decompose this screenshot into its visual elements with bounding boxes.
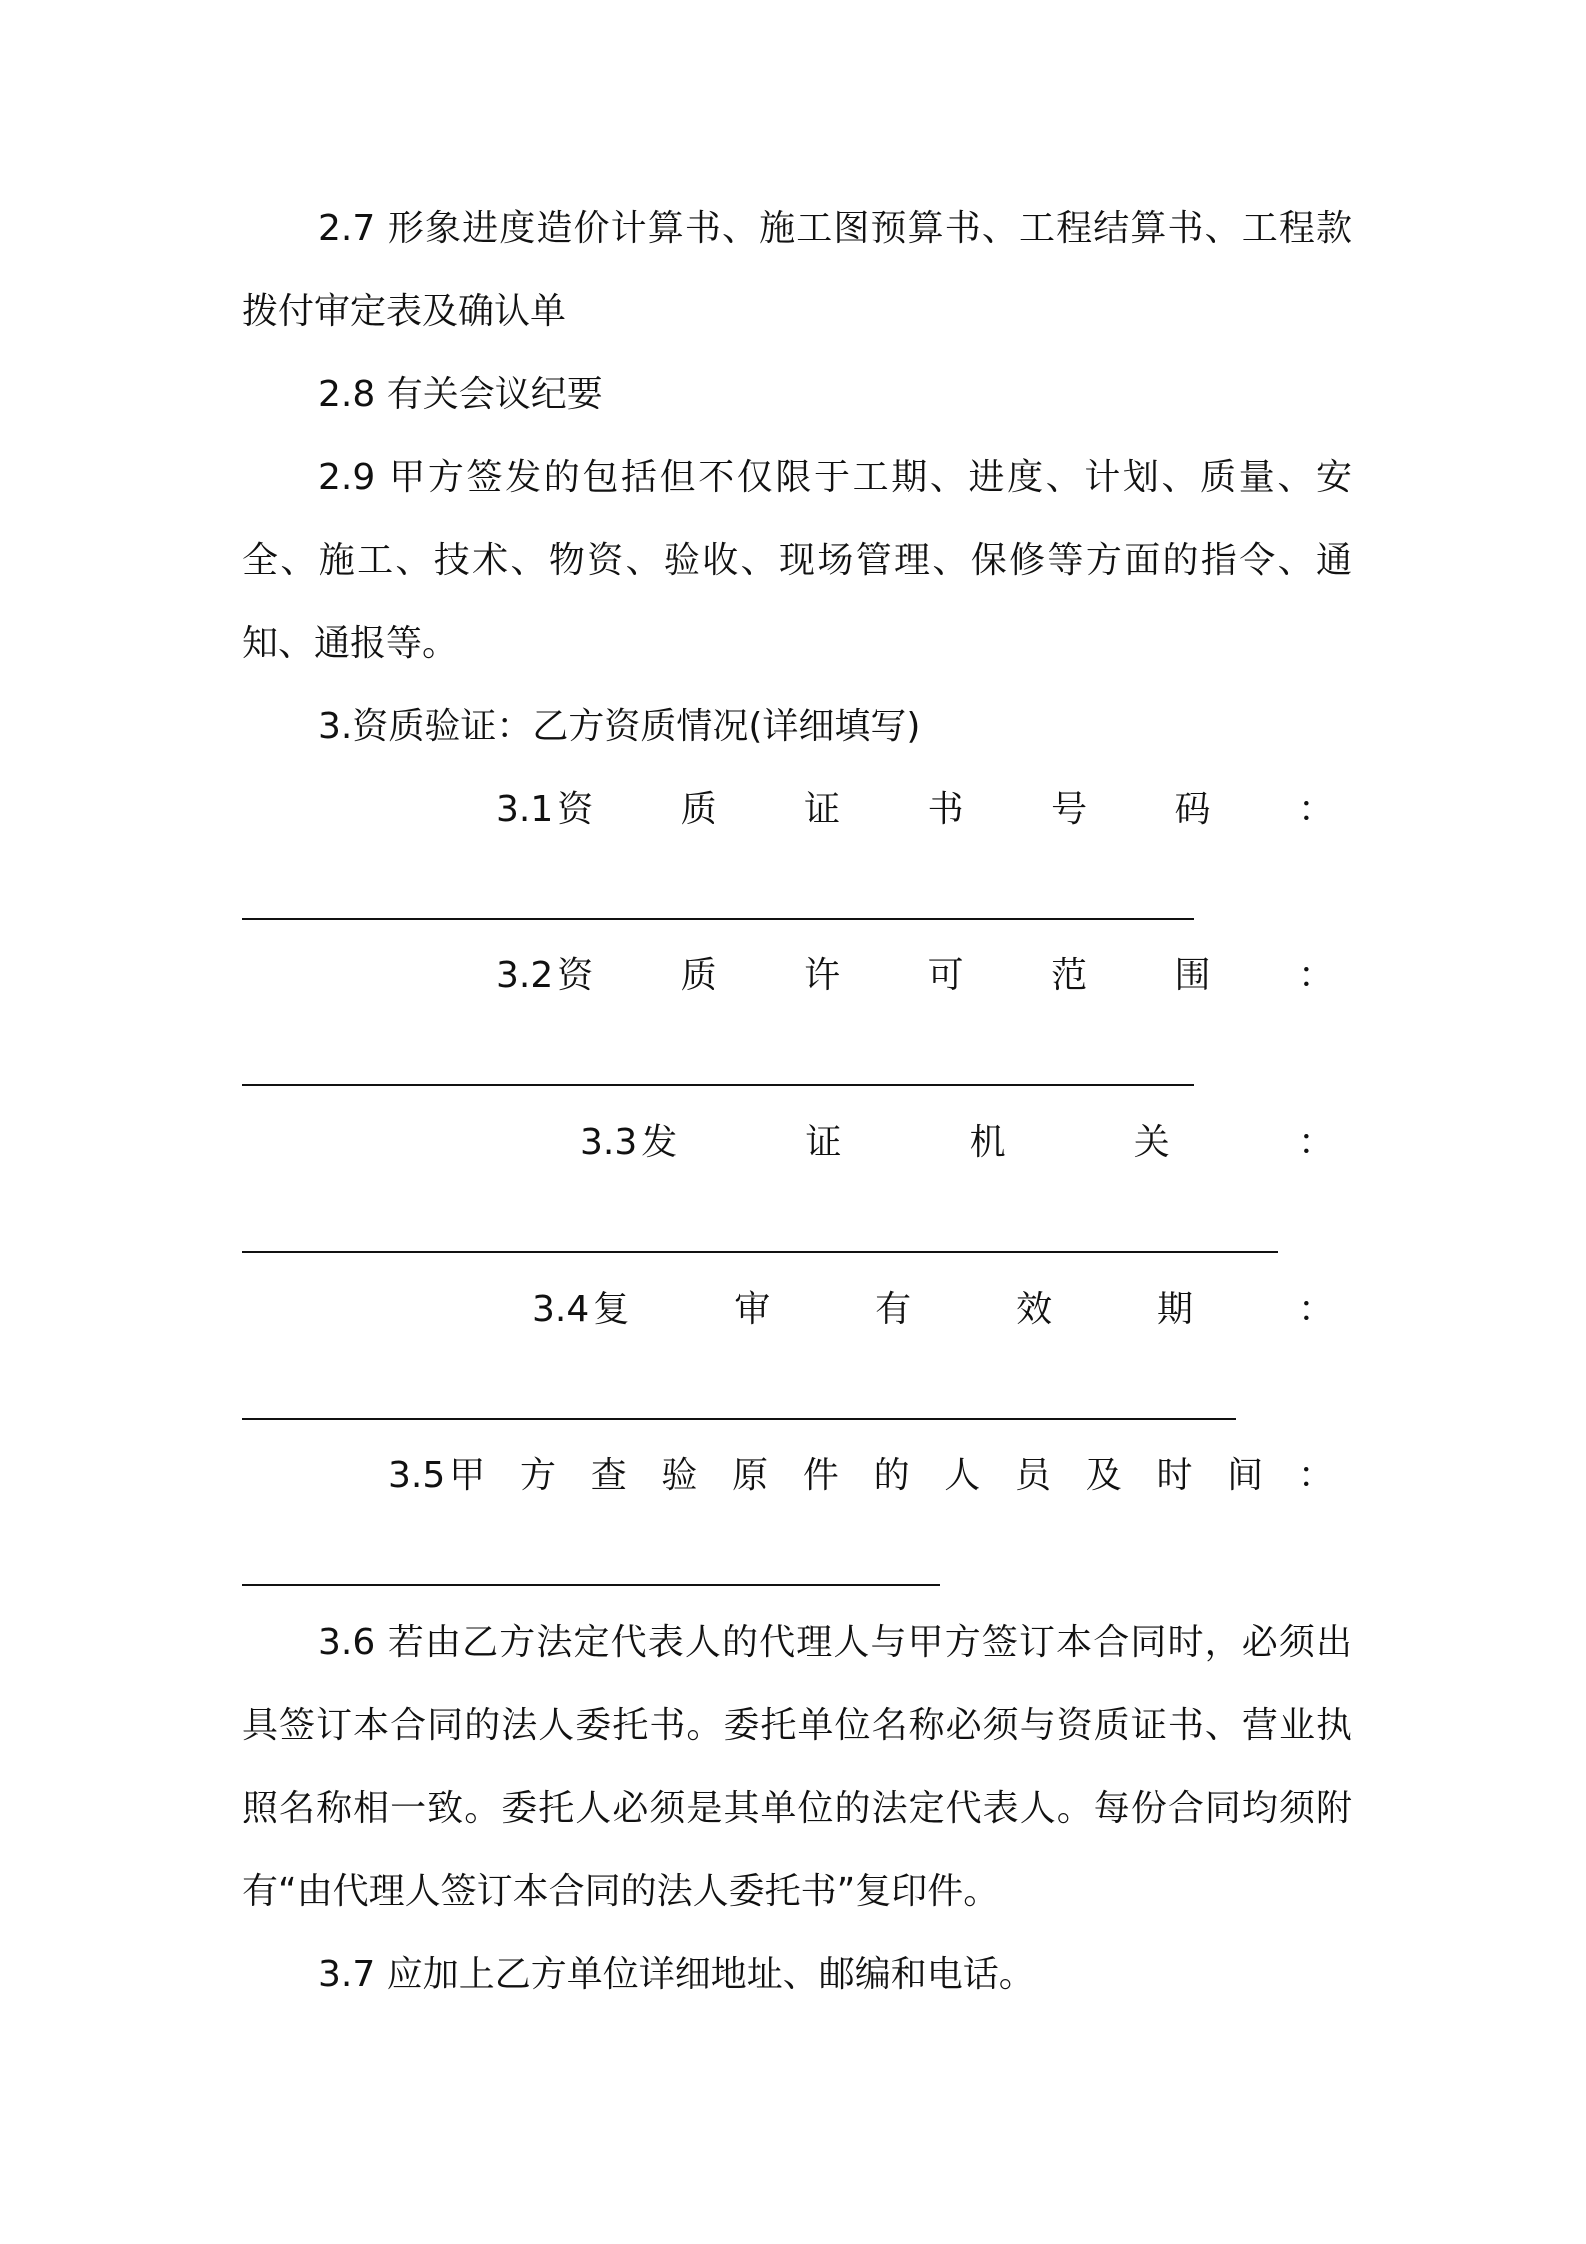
fill-in-line-inspector-and-time[interactable] [242, 1584, 940, 1586]
field-label-char: 效 [1016, 1289, 1053, 1330]
field-label-chars [557, 768, 1334, 851]
field-label-char: 许 [804, 955, 841, 996]
field-label-chars [641, 1101, 1334, 1184]
field-number: 3.5 [388, 1455, 446, 1496]
field-label-char: 资 [557, 955, 594, 996]
fill-in-line-issuing-authority[interactable] [242, 1251, 1278, 1253]
field-label-char: 资 [557, 789, 594, 830]
field-label-char: 的 [873, 1455, 910, 1496]
field-label-char: 甲 [449, 1455, 486, 1496]
paragraph-2-8: 2.8 有关会议纪要 [318, 374, 603, 415]
field-label-char: 间 [1227, 1455, 1264, 1496]
field-label-inspector-and-time [242, 1434, 1334, 1517]
field-label-char: 号 [1051, 789, 1088, 830]
paragraph-3-qualification: 3.资质验证：乙方资质情况(详细填写) [318, 706, 921, 747]
field-label-char: 证 [805, 1122, 842, 1163]
field-label-char: 及 [1085, 1455, 1122, 1496]
field-number: 3.2 [496, 955, 554, 996]
field-number: 3.3 [580, 1122, 638, 1163]
paragraph-2-9: 2.9 甲方签发的包括但不仅限于工期、进度、计划、质量、安全、施工、技术、物资、验收、现场管理、保修等方面的指令、通知、通报等。 [242, 457, 1352, 664]
field-label-char: ： [1297, 1289, 1334, 1330]
field-label-char: 查 [590, 1455, 627, 1496]
field-label-char: ： [1297, 1455, 1334, 1496]
field-number: 3.4 [532, 1289, 590, 1330]
field-label-char: 有 [875, 1289, 912, 1330]
fill-in-line-certificate-number[interactable] [242, 918, 1194, 920]
field-label-char: 件 [802, 1455, 839, 1496]
field-label-char: 期 [1157, 1289, 1194, 1330]
field-label-char: ： [1297, 789, 1334, 830]
field-label-char: 可 [927, 955, 964, 996]
field-label-review-validity [242, 1268, 1334, 1351]
field-label-char: 时 [1156, 1455, 1193, 1496]
field-label-char: 人 [944, 1455, 981, 1496]
fill-in-line-review-validity[interactable] [242, 1418, 1236, 1420]
field-label-char: 书 [927, 789, 964, 830]
field-label-char: 范 [1051, 955, 1088, 996]
field-label-char: 发 [641, 1122, 678, 1163]
paragraph-2-7: 2.7 形象进度造价计算书、施工图预算书、工程结算书、工程款拨付审定表及确认单 [242, 208, 1352, 332]
field-label-char: 审 [734, 1289, 771, 1330]
field-label-permit-scope [242, 934, 1334, 1017]
field-label-char: 围 [1174, 955, 1211, 996]
field-label-char: 复 [593, 1289, 630, 1330]
field-label-chars [449, 1434, 1334, 1517]
field-label-char: 机 [969, 1122, 1006, 1163]
paragraph-3-6: 3.6 若由乙方法定代表人的代理人与甲方签订本合同时，必须出具签订本合同的法人委托书。委托单位名称必须与资质证书、营业执照名称相一致。委托人必须是其单位的法定代表人。每份合同均须附有“由代理人签订本合同的法人委托书”复印件。 [242, 1622, 1352, 1912]
field-label-chars [593, 1268, 1334, 1351]
field-label-char: 验 [661, 1455, 698, 1496]
field-label-char: 质 [680, 955, 717, 996]
field-label-certificate-number [242, 768, 1334, 851]
field-label-char: 原 [732, 1455, 769, 1496]
fill-in-line-permit-scope[interactable] [242, 1084, 1194, 1086]
field-label-char: 质 [680, 789, 717, 830]
field-label-chars [557, 934, 1334, 1017]
field-number: 3.1 [496, 789, 554, 830]
field-label-char: 关 [1133, 1122, 1170, 1163]
field-label-char: 码 [1174, 789, 1211, 830]
field-label-char: ： [1297, 1122, 1334, 1163]
field-label-issuing-authority [242, 1101, 1334, 1184]
paragraph-3-7: 3.7 应加上乙方单位详细地址、邮编和电话。 [318, 1954, 1035, 1995]
field-label-char: 员 [1015, 1455, 1052, 1496]
field-label-char: 证 [804, 789, 841, 830]
field-label-char: 方 [519, 1455, 556, 1496]
field-label-char: ： [1297, 955, 1334, 996]
